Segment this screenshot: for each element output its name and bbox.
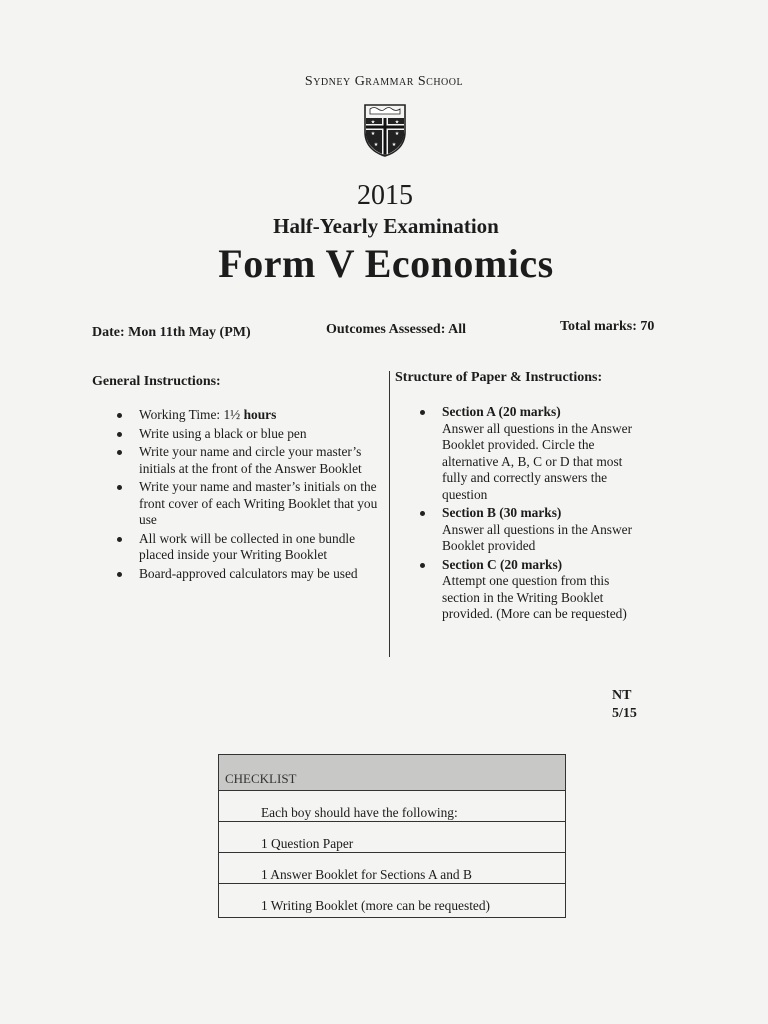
section-title: Section A (20 marks): [442, 404, 561, 419]
exam-type: Half-Yearly Examination: [273, 214, 499, 238]
list-item: All work will be collected in one bundle placed inside your Writing Booklet: [115, 531, 387, 564]
general-instructions-heading: General Instructions:: [92, 374, 221, 389]
checklist-row: 1 Writing Booklet (more can be requested): [261, 898, 491, 913]
svg-text:★: ★: [394, 132, 400, 137]
svg-text:★: ★: [370, 132, 376, 137]
list-item: Write using a black or blue pen: [115, 426, 387, 443]
list-item: Write your name and circle your master’s initials at the front of the Answer Booklet: [115, 444, 387, 477]
school-crest-logo: [362, 102, 408, 158]
structure-heading: Structure of Paper & Instructions:: [395, 370, 603, 385]
section-title: Section B (30 marks): [442, 505, 562, 520]
checklist-row: Each boy should have the following:: [219, 791, 565, 822]
exam-date: Date: Mon 11th May (PM): [92, 325, 251, 340]
section-instructions: Answer all questions in the Answer Booklet provided. Circle the alternative A, B, C or D that most fully and correctly answers the question: [442, 420, 633, 502]
checklist-table: [218, 754, 566, 918]
paper-code: [612, 687, 652, 723]
school-name: Sydney Grammar School: [304, 74, 464, 89]
checklist-row: 1 Question Paper: [219, 822, 565, 853]
checklist-row: 1 Answer Booklet for Sections A and B: [219, 853, 565, 884]
exam-year: 2015: [357, 180, 413, 211]
checklist-header: CHECKLIST: [219, 755, 565, 791]
section-title: Section C (20 marks): [442, 556, 563, 572]
exam-subject-title: Form V Economics: [218, 241, 554, 286]
paper-code-date: 5/15: [612, 706, 637, 721]
svg-text:★: ★: [370, 120, 376, 126]
list-item: Write your name and master’s initials on the front cover of each Writing Booklet that you use: [115, 479, 387, 529]
paper-code-initials: NT: [612, 688, 632, 703]
svg-text:★: ★: [394, 120, 400, 126]
outcomes-assessed: Outcomes Assessed: All: [326, 322, 466, 337]
column-divider: [389, 371, 390, 657]
section-item: [418, 505, 650, 555]
section-instructions: Answer all questions in the Answer Booklet provided: [442, 521, 633, 553]
list-item: Working Time: 1½ hours: [115, 407, 387, 424]
svg-text:★: ★: [373, 143, 379, 148]
list-item: Board-approved calculators may be used: [115, 566, 387, 583]
structure-list: [418, 404, 650, 625]
svg-text:★: ★: [391, 143, 397, 148]
total-marks: Total marks: 70: [560, 319, 655, 334]
general-instructions-list: [115, 407, 387, 584]
section-item: [418, 557, 650, 623]
section-item: [418, 404, 650, 503]
section-instructions: Attempt one question from this section in the Writing Booklet provided. (More can be requested): [442, 573, 627, 621]
